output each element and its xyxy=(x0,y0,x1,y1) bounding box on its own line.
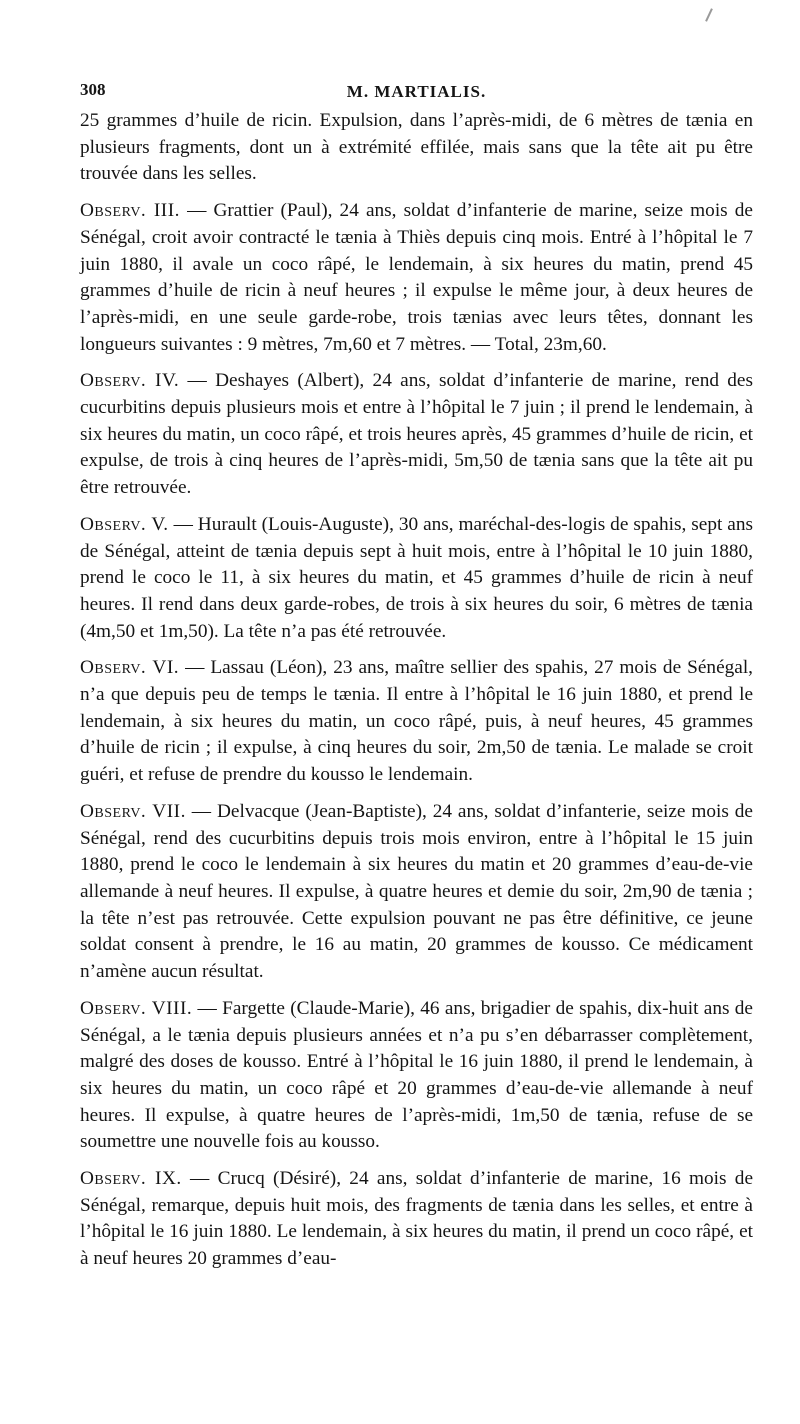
observation-text: — Delvacque (Jean-Baptiste), 24 ans, soldat d’infanterie, seize mois de Sénégal, rend des cucurbitins depuis trois mois environ, entre à l’hôpital le 15 juin 1880, prend le coco le lendemain à six heures du matin et 20 grammes d’eau-de-vie allemande à neuf heures. Il expulse, à quatre heures et demie du soir, 2m,90 de tænia ; la tête n’est pas retrouvée. Cette expulsion pouvant ne pas être définitive, ce jeune soldat consent à prendre, le 16 au matin, 20 grammes de kousso. Ce médicament n’amène aucun résultat. xyxy=(80,800,753,983)
observation-label: Observ. V. xyxy=(80,513,169,535)
observation-label: Observ. IX. xyxy=(80,1168,182,1190)
page-number: 308 xyxy=(80,80,106,99)
book-page xyxy=(80,68,753,1273)
observation-text: — Deshayes (Albert), 24 ans, soldat d’infanterie de marine, rend des cucurbitins depuis plusieurs mois et entre à l’hôpital le 7 juin ; il prend le lendemain, à six heures du matin, un coco râpé, et trois heures après, 45 grammes d’huile de ricin, et expulse, de trois à cinq heures de l’après-midi, 5m,50 de tænia sans que la tête ait pu être retrouvée. xyxy=(80,370,753,499)
paragraph-continuation xyxy=(80,108,753,188)
observation-5 xyxy=(80,512,753,646)
observation-3 xyxy=(80,198,753,358)
observation-text: — Hurault (Louis-Auguste), 30 ans, maréchal-des-logis de spahis, sept ans de Sénégal, atteint de tænia depuis sept à huit mois, entre à l’hôpital le 10 juin 1880, prend le coco le 11, à six heures du matin, et 45 grammes d’huile de ricin à neuf heures. Il rend dans deux garde-robes, de trois à six heures du soir, 6 mètres de tænia (4m,50 et 1m,50). La tête n’a pas été retrouvée. xyxy=(80,513,753,642)
observation-9 xyxy=(80,1166,753,1273)
observation-text: — Lassau (Léon), 23 ans, maître sellier des spahis, 27 mois de Sénégal, n’a que depuis peu de temps le tænia. Il entre à l’hôpital le 16 juin 1880, et prend le lendemain, à six heures du matin, un coco râpé, puis, à neuf heures, 45 grammes d’huile de ricin ; il expulse, à cinq heures du soir, 2m,50 de tænia. Le malade se croit guéri, et refuse de prendre du kousso le lendemain. xyxy=(80,657,753,786)
observation-text: — Crucq (Désiré), 24 ans, soldat d’infanterie de marine, 16 mois de Sénégal, remarque, depuis huit mois, des fragments de tænia dans les selles, et entre à l’hôpital le 16 juin 1880. Le lendemain, à six heures du matin, il prend un coco râpé, et à neuf heures 20 grammes d’eau- xyxy=(80,1168,754,1270)
observation-label: Observ. VI. xyxy=(80,657,180,679)
observation-text: — Grattier (Paul), 24 ans, soldat d’infanterie de marine, seize mois de Sénégal, croit avoir contracté le tænia à Thiès depuis cinq mois. Entré à l’hôpital le 7 juin 1880, il avale un coco râpé, le lendemain, à six heures du matin, prend 45 grammes d’huile de ricin à neuf heures ; il expulse le même jour, à deux heures de l’après-midi, en une seule garde-robe, trois tænias avec leurs têtes, donnant les longueurs suivantes : 9 mètres, 7m,60 et 7 mètres. — Total, 23m,60. xyxy=(80,200,753,355)
observation-text: — Fargette (Claude-Marie), 46 ans, brigadier de spahis, dix-huit ans de Sénégal, a le tænia depuis plusieurs années et n’a pu s’en débarrasser complètement, malgré des doses de kousso. Entré à l’hôpital le 16 juin 1880, il prend le lendemain, à six heures du matin, un coco râpé et 20 grammes d’eau-de-vie allemande à neuf heures. Il expulse, à quatre heures de l’après-midi, 1m,50 de tænia, refuse de se soumettre une nouvelle fois au kousso. xyxy=(80,997,753,1153)
running-title: M. MARTIALIS. xyxy=(346,82,487,101)
observation-6 xyxy=(80,655,753,789)
ink-speck xyxy=(705,8,713,22)
paragraph-text: 25 grammes d’huile de ricin. Expulsion, dans l’après-midi, de 6 mètres de tænia en plusieurs fragments, dont un à extrémité effilée, mais sans que la tête ait pu être trouvée dans les selles. xyxy=(80,110,753,185)
observation-4 xyxy=(80,368,753,502)
observation-label: Observ. VII. xyxy=(80,800,186,822)
page-header xyxy=(80,68,753,108)
observation-label: Observ. IV. xyxy=(80,370,180,392)
observation-label: Observ. VIII. xyxy=(80,997,193,1019)
observation-7 xyxy=(80,799,753,986)
observation-label: Observ. III. xyxy=(80,200,180,222)
observation-8 xyxy=(80,996,753,1156)
